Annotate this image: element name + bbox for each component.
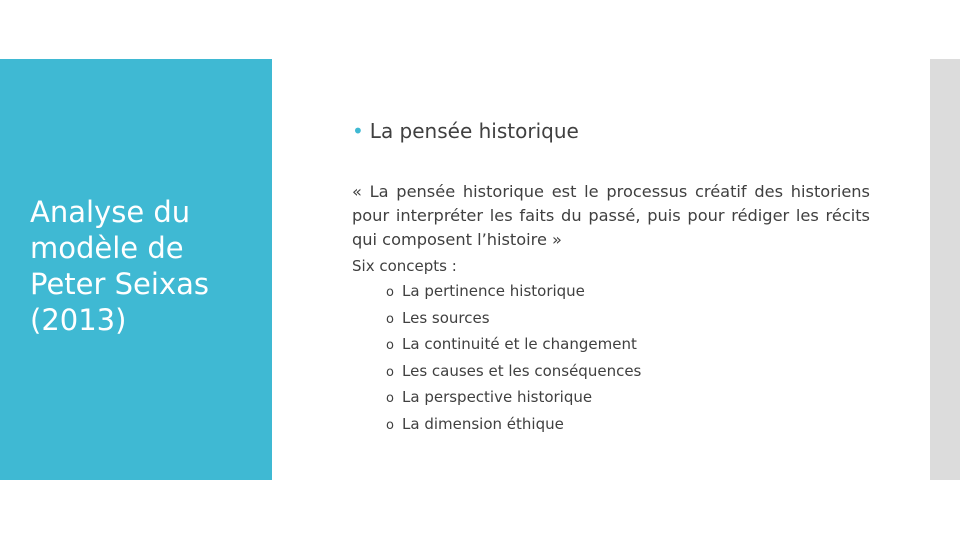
bullet-dot-icon: • xyxy=(352,119,364,143)
list-item xyxy=(386,359,641,386)
list-item xyxy=(386,332,641,359)
concepts-label: Six concepts : xyxy=(352,257,457,275)
circle-bullet-icon: o xyxy=(386,417,394,433)
circle-bullet-icon: o xyxy=(386,338,394,353)
list-item xyxy=(386,306,641,333)
concept-label: Les sources xyxy=(402,308,490,327)
definition-quote: « La pensée historique est le processus créatif des historiens pour interpréter les faits du passé, puis pour rédiger les récits qui composent l’histoire » xyxy=(352,182,870,249)
circle-bullet-icon: o xyxy=(386,285,394,300)
circle-bullet-icon: o xyxy=(386,311,394,327)
heading-bullet-item xyxy=(352,118,870,144)
list-item xyxy=(386,412,641,439)
slide-title: Analyse du modèle de Peter Seixas (2013) xyxy=(30,195,209,337)
list-item xyxy=(386,279,641,306)
concept-list xyxy=(386,279,641,438)
concept-label: La dimension éthique xyxy=(402,414,564,433)
concept-label: La pertinence historique xyxy=(402,282,585,300)
concept-label: Les causes et les conséquences xyxy=(402,361,642,380)
heading-text: La pensée historique xyxy=(369,119,579,143)
concept-label: La continuité et le changement xyxy=(402,335,637,353)
circle-bullet-icon: o xyxy=(386,391,394,406)
circle-bullet-icon: o xyxy=(386,364,394,380)
concept-label: La perspective historique xyxy=(402,388,593,406)
side-strip xyxy=(930,59,960,480)
list-item xyxy=(386,385,641,412)
